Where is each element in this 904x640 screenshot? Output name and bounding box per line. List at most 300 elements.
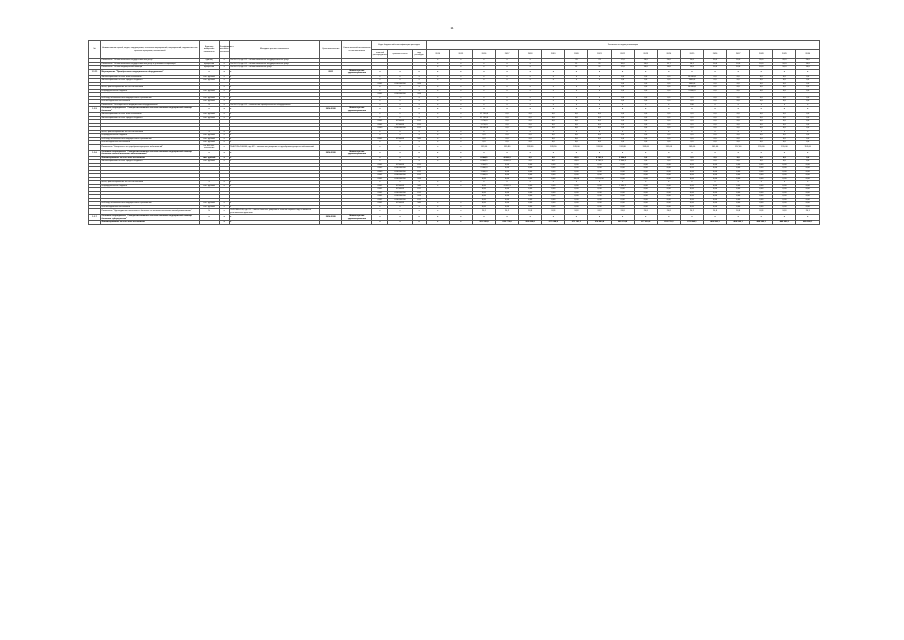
cell-code: x [388, 141, 412, 145]
cell-value: x [449, 66, 472, 70]
cell-value: 0,0 [773, 75, 796, 79]
cell-code: x [388, 89, 412, 93]
cell-value: 0,0 [542, 127, 565, 131]
cell-unit: тыс. рублей [199, 113, 219, 117]
cell-value: x [449, 103, 472, 107]
cell-code: 0901 [372, 174, 388, 178]
cell-code: 0901 [372, 198, 388, 202]
program-table-container [88, 40, 820, 225]
cell-value: 24,8 [634, 209, 657, 215]
cell-value: 43,0 [565, 160, 588, 164]
cell-value: x [657, 150, 680, 156]
cell-unit: тыс. рублей [199, 89, 219, 93]
cell-name: Основное мероприятие "Совершенствование системы оказания медицинской помощи больным туберкулезом" [101, 215, 200, 221]
cell-value: x [680, 107, 703, 113]
cell-value: x [796, 103, 820, 107]
cell-value: 0,00 [727, 198, 750, 202]
cell-value: 0,0 [703, 127, 726, 131]
cell-code: x [372, 69, 388, 75]
cell-value: 0,0 [496, 127, 519, 131]
cell-value: x [588, 75, 611, 79]
cell-value: 0,0 [588, 141, 611, 145]
cell-name: из Фонда обязательного медицинского страхования [101, 137, 200, 141]
cell-coef: x [219, 66, 229, 70]
cell-value: 274 776,3 [657, 221, 680, 225]
cell-unit: тыс. рублей [199, 116, 219, 120]
cell-name: Показатель "Одногодичная летальность больных со злокачественными новообразованиями" [101, 209, 200, 215]
cell-value: x [449, 79, 472, 83]
cell-value: 0,0 [496, 137, 519, 141]
cell-value: 0,0 [703, 123, 726, 127]
table-head [89, 41, 820, 59]
cell-code: x [388, 215, 412, 221]
cell-value: 20,0 [680, 59, 703, 63]
header-year: 2019 [542, 50, 565, 59]
cell-code: x [372, 221, 388, 225]
cell-value: 0,00 [565, 174, 588, 178]
cell-name: из внебюджетных источников [101, 141, 200, 145]
cell-value: 0,0 [565, 141, 588, 145]
cell-value: 0,00 [611, 170, 634, 174]
cell-method: П=ОУ/ОП; где ОУ – объем оказанных государственных услуг [229, 59, 319, 63]
header-year: 2014 [426, 50, 449, 59]
cell-code: x [412, 156, 426, 160]
cell-value: 0,00 [634, 202, 657, 206]
cell-value: x [750, 130, 773, 134]
cell-name: из федерального бюджета [101, 184, 200, 188]
cell-value: 0,00 [588, 188, 611, 192]
cell-no: 1.1.5 [89, 107, 101, 113]
cell-value: 0,0 [588, 134, 611, 138]
cell-coef: x [219, 221, 229, 225]
cell-value: 0,00 [796, 205, 820, 209]
cell-value: 0,0 [750, 127, 773, 131]
cell-name: из Фонда обязательного медицинского страхования [101, 202, 200, 206]
cell-value: x [565, 86, 588, 90]
cell-value: 0,00 [750, 205, 773, 209]
cell-code: x [412, 86, 426, 90]
cell-value: 0,0 [750, 160, 773, 164]
cell-value: 0,00 [611, 167, 634, 171]
cell-value: 128,00 [565, 144, 588, 150]
cell-value: 0,00 [796, 174, 820, 178]
cell-value: x [449, 107, 472, 113]
cell-value: 0,00 [657, 202, 680, 206]
cell-code: x [388, 113, 412, 117]
cell-value: x [449, 209, 472, 215]
cell-value: 0,0 [611, 113, 634, 117]
cell-value: x [472, 181, 495, 185]
cell-value: 0,0 [519, 116, 542, 120]
cell-unit: тыс. рублей [199, 184, 219, 188]
cell-value: x [680, 130, 703, 134]
cell-value: x [750, 103, 773, 107]
cell-value: 0,0 [657, 141, 680, 145]
cell-value: 0,0 [796, 100, 820, 104]
cell-value: 0,0 [634, 123, 657, 127]
cell-value: x [519, 150, 542, 156]
cell-value: 0,00 [657, 184, 680, 188]
cell-value: x [519, 59, 542, 63]
cell-value: 0,00 [611, 163, 634, 167]
cell-value: 0,00 [657, 177, 680, 181]
cell-value: 0,0 [727, 137, 750, 141]
cell-code: x [388, 160, 412, 164]
cell-value: 0,00 [519, 191, 542, 195]
cell-value: 7 790,0 [472, 120, 495, 124]
cell-value: 0,0 [634, 127, 657, 131]
cell-code: x [388, 209, 412, 215]
cell-value: 0,00 [703, 184, 726, 188]
cell-value: 0,00 [750, 167, 773, 171]
cell-value: 0,00 [542, 191, 565, 195]
cell-value: 0,00 [680, 167, 703, 171]
cell-value: 10,0 [727, 66, 750, 70]
cell-value: 0,00 [727, 174, 750, 178]
cell-value: x [496, 75, 519, 79]
cell-code: 0750003 [388, 184, 412, 188]
cell-value: 0,00 [657, 198, 680, 202]
cell-coef: x [219, 69, 229, 75]
cell-value: x [542, 150, 565, 156]
cell-value: x [426, 156, 449, 160]
cell-value: x [519, 79, 542, 83]
cell-value: 0,00 [703, 188, 726, 192]
cell-value: 0,0 [773, 79, 796, 83]
cell-value: x [750, 215, 773, 221]
cell-value: 0,00 [496, 188, 519, 192]
cell-value: 155,00 [773, 144, 796, 150]
cell-value: 0,00 [750, 188, 773, 192]
cell-value: 0,0 [703, 116, 726, 120]
cell-value: x [519, 69, 542, 75]
cell-name: Показатель "Объем оказания государственных услуг в условиях стационара" [101, 62, 200, 66]
cell-value: 225 779,6 [496, 221, 519, 225]
cell-value: 2 000,0 [472, 167, 495, 171]
cell-code: 612 [412, 198, 426, 202]
cell-value: 0,0 [773, 137, 796, 141]
cell-value: 16,2 [680, 62, 703, 66]
cell-value: 0,0 [680, 137, 703, 141]
cell-value: x [611, 181, 634, 185]
cell-unit: процентов [199, 62, 219, 66]
cell-value: 0,00 [773, 170, 796, 174]
cell-unit: на 100 тыс. населения [199, 144, 219, 150]
cell-value: x [588, 130, 611, 134]
cell-value: 0,0 [796, 141, 820, 145]
header-year: 2021 [588, 50, 611, 59]
cell-value: 0,00 [496, 170, 519, 174]
cell-value: x [565, 69, 588, 75]
cell-code: x [412, 150, 426, 156]
cell-value: 0,0 [472, 141, 495, 145]
cell-name: Финансирование за счет всех источников [101, 156, 200, 160]
cell-value: 9 000,0 [680, 89, 703, 93]
cell-value: 0,00 [680, 170, 703, 174]
cell-unit: x [199, 69, 219, 75]
cell-code: x [412, 69, 426, 75]
cell-value: 0,0 [634, 89, 657, 93]
cell-value: 272 994,1 [680, 221, 703, 225]
cell-value: x [426, 79, 449, 83]
cell-value: 0,0 [727, 134, 750, 138]
cell-code: x [412, 205, 426, 209]
cell-value: x [472, 59, 495, 63]
cell-code: x [412, 113, 426, 117]
cell-value: 0,0 [680, 96, 703, 100]
cell-value: 0,0 [750, 116, 773, 120]
cell-value: 0,0 [680, 113, 703, 117]
cell-value: 0,00 [657, 163, 680, 167]
cell-code: 0901 [372, 93, 388, 97]
cell-value: 0,00 [565, 170, 588, 174]
cell-coef: x [219, 160, 229, 164]
cell-value: x [449, 184, 472, 188]
cell-value: 20,0 [657, 59, 680, 63]
cell-value: 24,2 [588, 209, 611, 215]
cell-value: 0,0 [680, 156, 703, 160]
cell-value: 0,00 [542, 198, 565, 202]
cell-value: 0,00 [773, 195, 796, 199]
cell-code: 0750003 [388, 120, 412, 124]
cell-value: 128,90 [542, 144, 565, 150]
cell-value: 0,00 [496, 191, 519, 195]
cell-value: 0,0 [634, 160, 657, 164]
cell-code: x [412, 221, 426, 225]
cell-value: 0,0 [657, 156, 680, 160]
cell-value: 0,0 [496, 134, 519, 138]
cell-value: 0,00 [472, 188, 495, 192]
cell-unit: единиц [199, 59, 219, 63]
cell-value: x [680, 69, 703, 75]
cell-value: 0,0 [773, 120, 796, 124]
cell-name: Финансирование за счет средств бюджета [101, 160, 200, 164]
cell-value: 1000,0 [680, 82, 703, 86]
cell-value: x [496, 130, 519, 134]
cell-value: 0,0 [750, 141, 773, 145]
cell-value: 0,00 [542, 188, 565, 192]
cell-code: 0901 [372, 188, 388, 192]
cell-value: 4 092,3 [496, 156, 519, 160]
cell-code: x [372, 130, 388, 134]
cell-value: 0,0 [750, 120, 773, 124]
cell-value: 0,00 [634, 195, 657, 199]
cell-value: 0,00 [703, 205, 726, 209]
cell-code: 0110104950 [388, 170, 412, 174]
cell-value: x [449, 221, 472, 225]
cell-value: 0,00 [634, 205, 657, 209]
cell-code: x [388, 79, 412, 83]
cell-value: 161,00 [703, 144, 726, 150]
cell-code: x [372, 100, 388, 104]
cell-value: x [426, 62, 449, 66]
cell-value: x [496, 181, 519, 185]
cell-value: 155,90 [472, 144, 495, 150]
cell-value: x [426, 130, 449, 134]
cell-code: 244 [412, 177, 426, 181]
cell-value: 0,0 [565, 123, 588, 127]
cell-value: x [727, 103, 750, 107]
cell-code: x [372, 141, 388, 145]
header-year: 2027 [727, 50, 750, 59]
cell-value: x [588, 103, 611, 107]
cell-method: П=ОУ/ОП; где ОУ – количество приобретенного оборудования [229, 103, 319, 107]
cell-value: 0,0 [565, 116, 588, 120]
cell-value: x [634, 215, 657, 221]
cell-value: 0,00 [750, 177, 773, 181]
cell-value: x [519, 181, 542, 185]
header-grbs: главный распорядитель [372, 50, 388, 59]
cell-value: 0,00 [680, 188, 703, 192]
cell-code: x [388, 69, 412, 75]
cell-value: x [796, 107, 820, 113]
cell-value: 0,00 [588, 205, 611, 209]
cell-method: П=ЛУ/ВВ×100; где ЛУ – число больных, умерших в течение первого года с момента установления диагноза [229, 209, 319, 215]
cell-name: Финансирование за счет всех источников [101, 113, 200, 117]
cell-code: x [412, 209, 426, 215]
cell-value: x [449, 113, 472, 117]
cell-code: x [412, 144, 426, 150]
cell-value: 0,00 [727, 170, 750, 174]
cell-value: 0,0 [542, 120, 565, 124]
cell-value: x [449, 86, 472, 90]
cell-code: x [372, 103, 388, 107]
cell-value: 0,00 [773, 184, 796, 188]
cell-unit: тыс. рублей [199, 141, 219, 145]
table-body [89, 59, 820, 225]
cell-value: 133,00 [634, 144, 657, 150]
cell-value: x [472, 62, 495, 66]
cell-code: x [388, 181, 412, 185]
cell-value: 0,0 [796, 127, 820, 131]
cell-value: 0,0 [796, 160, 820, 164]
cell-value: x [565, 181, 588, 185]
cell-value: x [565, 103, 588, 107]
cell-value: 0,0 [703, 160, 726, 164]
cell-value: x [472, 103, 495, 107]
cell-value: 0,00 [611, 205, 634, 209]
cell-value: 0,00 [496, 177, 519, 181]
cell-value: x [634, 150, 657, 156]
cell-value: x [449, 62, 472, 66]
cell-code: x [412, 79, 426, 83]
cell-value: x [449, 75, 472, 79]
cell-value: 0,0 [750, 82, 773, 86]
cell-code: x [372, 209, 388, 215]
cell-value: x [588, 86, 611, 90]
cell-value: 10 000,0 [472, 127, 495, 131]
cell-value: 0,0 [519, 123, 542, 127]
cell-value: x [426, 202, 449, 206]
cell-value: x [542, 86, 565, 90]
cell-value: 17 790,0 [472, 116, 495, 120]
cell-value: 0,0 [703, 156, 726, 160]
cell-method: x [229, 205, 319, 209]
cell-value: x [426, 100, 449, 104]
cell-value: 2 364,2 [611, 184, 634, 188]
cell-value: 263 659,6 [519, 221, 542, 225]
cell-value: 0,0 [796, 120, 820, 124]
cell-value: 0,00 [565, 202, 588, 206]
cell-value: 0,0 [634, 113, 657, 117]
cell-value: 0,00 [727, 205, 750, 209]
cell-method: x [229, 181, 319, 185]
cell-coef: x [219, 215, 229, 221]
cell-value: 0,00 [796, 177, 820, 181]
cell-value: 0,0 [634, 86, 657, 90]
cell-value: 10,0 [703, 62, 726, 66]
cell-value: 10,0 [773, 66, 796, 70]
cell-value: x [449, 205, 472, 209]
cell-value: x [611, 150, 634, 156]
cell-unit: тыс. рублей [199, 156, 219, 160]
cell-value: 43,00 [565, 177, 588, 181]
cell-value: 0,00 [703, 177, 726, 181]
cell-value: x [588, 215, 611, 221]
cell-value: 0,0 [680, 116, 703, 120]
cell-value: 0,0 [796, 82, 820, 86]
cell-value: 0,0 [773, 113, 796, 117]
cell-value: 0,0 [796, 134, 820, 138]
cell-value: 274 563,8 [588, 221, 611, 225]
cell-value: 0,0 [657, 137, 680, 141]
cell-value: 0,00 [519, 174, 542, 178]
cell-name: Финансирование за счет всех источников [101, 75, 200, 79]
cell-code: 244 [412, 195, 426, 199]
cell-value: 0,0 [634, 134, 657, 138]
cell-coef: x [219, 103, 229, 107]
cell-method: x [229, 69, 319, 75]
cell-value: 0,0 [542, 113, 565, 117]
cell-coef: x [219, 144, 229, 150]
cell-value: x [426, 59, 449, 63]
cell-value: x [496, 215, 519, 221]
cell-value: x [449, 144, 472, 150]
cell-value: 0,00 [703, 191, 726, 195]
cell-value: 0,00 [611, 198, 634, 202]
cell-value: 131,80 [611, 144, 634, 150]
cell-value: 24,8 [703, 209, 726, 215]
cell-value: x [426, 150, 449, 156]
cell-code: x [412, 215, 426, 221]
cell-value: 0,00 [750, 170, 773, 174]
cell-value: 0,0 [657, 75, 680, 79]
cell-code: x [372, 107, 388, 113]
cell-value: x [542, 181, 565, 185]
cell-value: 0,0 [703, 113, 726, 117]
cell-value: x [588, 107, 611, 113]
cell-value: x [796, 150, 820, 156]
cell-value: x [727, 181, 750, 185]
cell-code: 0110104950 [388, 167, 412, 171]
cell-value: x [542, 89, 565, 93]
cell-value: 0,0 [657, 79, 680, 83]
cell-value: 0,0 [773, 141, 796, 145]
cell-code: x [372, 75, 388, 79]
cell-value: 10,0 [750, 66, 773, 70]
cell-value: 10 000,0 [680, 75, 703, 79]
cell-value: 0,00 [611, 177, 634, 181]
cell-value: 24,2 [472, 209, 495, 215]
cell-resp: Министерство здравоохранения [342, 107, 372, 113]
cell-value: 0,0 [542, 134, 565, 138]
cell-name: Мероприятие "Приобретение медицинского оборудования" [101, 69, 200, 75]
cell-value: 0,00 [634, 170, 657, 174]
cell-coef: x [219, 96, 229, 100]
cell-value: 1 000,0 [472, 170, 495, 174]
cell-value: 0,0 [657, 123, 680, 127]
cell-value: 0,0 [611, 116, 634, 120]
